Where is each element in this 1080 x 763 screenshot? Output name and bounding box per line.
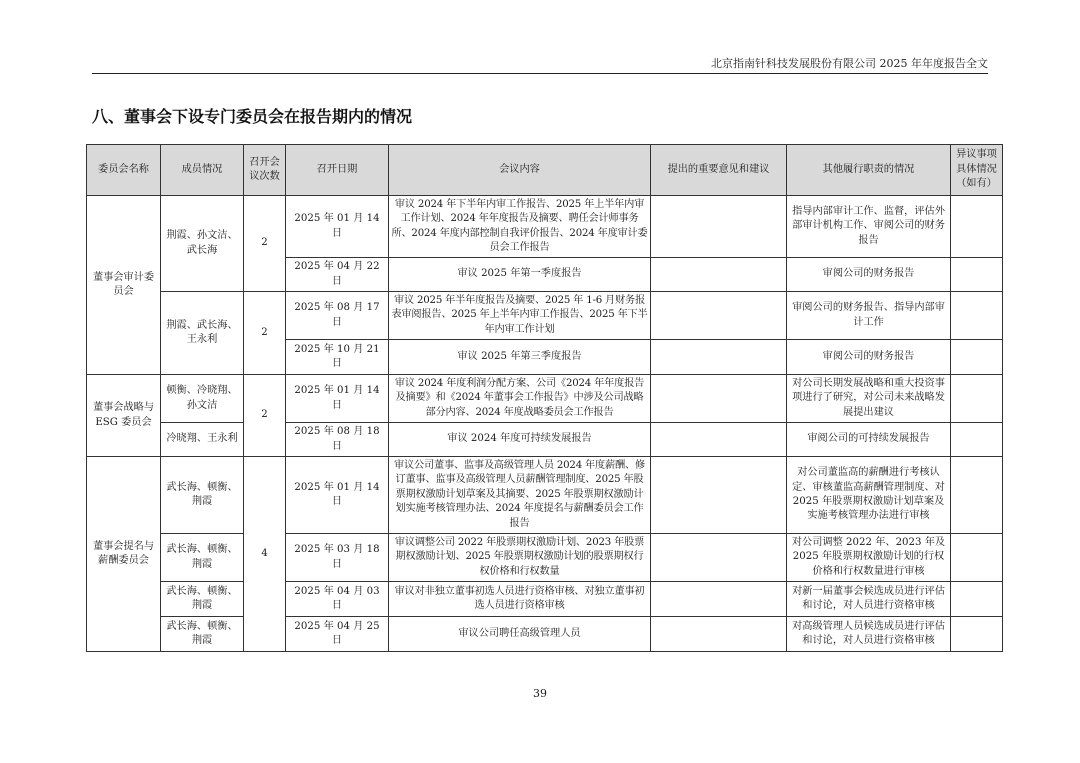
objections-cell xyxy=(951,196,1003,258)
committee-name: 董事会战略与ESG 委员会 xyxy=(87,375,161,457)
table-row xyxy=(87,196,1003,258)
objections-cell xyxy=(951,534,1003,582)
meeting-date: 2025 年 08 月 17 日 xyxy=(286,292,389,340)
duties-cell: 指导内部审计工作、监督，评估外部审计机构工作、审阅公司的财务报告 xyxy=(787,196,951,258)
meeting-content: 审议公司董事、监事及高级管理人员 2024 年度薪酬、修订董事、监事及高级管理人员薪酬管理制度、2025 年股票期权激励计划草案及其摘要、2025 年股票期权激励计划实施考核管理办法、2024 年度提名与薪酬委员会工作报告 xyxy=(389,457,651,534)
objections-cell xyxy=(951,423,1003,457)
opinions-cell xyxy=(651,423,787,457)
header-duties: 其他履行职责的情况 xyxy=(787,145,951,196)
meeting-date: 2025 年 04 月 03 日 xyxy=(286,582,389,617)
opinions-cell xyxy=(651,340,787,375)
table-row xyxy=(87,375,1003,423)
header-objections: 异议事项具体情况（如有） xyxy=(951,145,1003,196)
report-header-title: 北京指南针科技发展股份有限公司 2025 年年度报告全文 xyxy=(711,57,988,70)
meeting-date: 2025 年 04 月 22 日 xyxy=(286,258,389,292)
meeting-date: 2025 年 08 月 18 日 xyxy=(286,423,389,457)
opinions-cell xyxy=(651,375,787,423)
member-list: 武长海、顿衡、荆霞 xyxy=(161,617,244,652)
committee-table xyxy=(86,144,1003,652)
opinions-cell xyxy=(651,292,787,340)
objections-cell xyxy=(951,617,1003,652)
objections-cell xyxy=(951,258,1003,292)
table-row xyxy=(87,423,1003,457)
objections-cell xyxy=(951,457,1003,534)
objections-cell xyxy=(951,340,1003,375)
meeting-date: 2025 年 01 月 14 日 xyxy=(286,457,389,534)
meeting-date: 2025 年 01 月 14 日 xyxy=(286,375,389,423)
member-list: 荆霞、武长海、王永利 xyxy=(161,292,244,375)
opinions-cell xyxy=(651,196,787,258)
table-header-row xyxy=(87,145,1003,196)
table-row xyxy=(87,292,1003,340)
duties-cell: 对公司董监高的薪酬进行考核认定、审核董监高薪酬管理制度、对 2025 年股票期权激励计划草案及实施考核管理办法进行审核 xyxy=(787,457,951,534)
table-row xyxy=(87,457,1003,534)
duties-cell: 对高级管理人员候选成员进行评估和讨论，对人员进行资格审核 xyxy=(787,617,951,652)
table-row xyxy=(87,582,1003,617)
meeting-count: 2 xyxy=(244,375,286,457)
meeting-content: 审议 2024 年度利润分配方案、公司《2024 年年度报告及摘要》和《2024 年董事会工作报告》中涉及公司战略部分内容、2024 年度战略委员会工作报告 xyxy=(389,375,651,423)
header-divider xyxy=(92,73,988,74)
member-list: 荆霞、孙文洁、武长海 xyxy=(161,196,244,292)
meeting-content: 审议 2024 年下半年内审工作报告、2025 年上半年内审工作计划、2024 年年度报告及摘要、聘任会计师事务所、2024 年度内部控制自我评价报告、2024 年度审计委员会工作报告 xyxy=(389,196,651,258)
member-list: 顿衡、冷晓翔、孙文洁 xyxy=(161,375,244,423)
opinions-cell xyxy=(651,534,787,582)
committee-name: 董事会提名与薪酬委员会 xyxy=(87,457,161,652)
meeting-count: 4 xyxy=(244,457,286,652)
header-content: 会议内容 xyxy=(389,145,651,196)
duties-cell: 审阅公司的可持续发展报告 xyxy=(787,423,951,457)
table-row xyxy=(87,534,1003,582)
meeting-count: 2 xyxy=(244,292,286,375)
meeting-date: 2025 年 10 月 21 日 xyxy=(286,340,389,375)
page-number: 39 xyxy=(533,687,547,700)
member-list: 武长海、顿衡、荆霞 xyxy=(161,457,244,534)
member-list: 冷晓翔、王永利 xyxy=(161,423,244,457)
opinions-cell xyxy=(651,582,787,617)
duties-cell: 对公司长期发展战略和重大投资事项进行了研究，对公司未来战略发展提出建议 xyxy=(787,375,951,423)
objections-cell xyxy=(951,582,1003,617)
opinions-cell xyxy=(651,457,787,534)
section-title: 八、董事会下设专门委员会在报告期内的情况 xyxy=(92,107,413,126)
committee-name: 董事会审计委员会 xyxy=(87,196,161,375)
objections-cell xyxy=(951,292,1003,340)
header-committee: 委员会名称 xyxy=(87,145,161,196)
meeting-date: 2025 年 03 月 18 日 xyxy=(286,534,389,582)
meeting-date: 2025 年 01 月 14 日 xyxy=(286,196,389,258)
meeting-date: 2025 年 04 月 25 日 xyxy=(286,617,389,652)
objections-cell xyxy=(951,375,1003,423)
member-list: 武长海、顿衡、荆霞 xyxy=(161,534,244,582)
meeting-content: 审议公司聘任高级管理人员 xyxy=(389,617,651,652)
meeting-content: 审议对非独立董事初选人员进行资格审核、对独立董事初选人员进行资格审核 xyxy=(389,582,651,617)
duties-cell: 对公司调整 2022 年、2023 年及 2025 年股票期权激励计划的行权价格和行权数量进行审核 xyxy=(787,534,951,582)
duties-cell: 对新一届董事会候选成员进行评估和讨论，对人员进行资格审核 xyxy=(787,582,951,617)
opinions-cell xyxy=(651,258,787,292)
meeting-content: 审议 2025 年第一季度报告 xyxy=(389,258,651,292)
member-list: 武长海、顿衡、荆霞 xyxy=(161,582,244,617)
header-opinions: 提出的重要意见和建议 xyxy=(651,145,787,196)
duties-cell: 审阅公司的财务报告、指导内部审计工作 xyxy=(787,292,951,340)
duties-cell: 审阅公司的财务报告 xyxy=(787,340,951,375)
table-row xyxy=(87,617,1003,652)
meeting-content: 审议 2024 年度可持续发展报告 xyxy=(389,423,651,457)
meeting-count: 2 xyxy=(244,196,286,292)
header-members: 成员情况 xyxy=(161,145,244,196)
duties-cell: 审阅公司的财务报告 xyxy=(787,258,951,292)
meeting-content: 审议 2025 年第三季度报告 xyxy=(389,340,651,375)
header-count: 召开会议次数 xyxy=(244,145,286,196)
meeting-content: 审议 2025 年半年度报告及摘要、2025 年 1-6 月财务报表审阅报告、2025 年上半年内审工作报告、2025 年下半年内审工作计划 xyxy=(389,292,651,340)
opinions-cell xyxy=(651,617,787,652)
header-date: 召开日期 xyxy=(286,145,389,196)
meeting-content: 审议调整公司 2022 年股票期权激励计划、2023 年股票期权激励计划、2025 年股票期权激励计划的股票期权行权价格和行权数量 xyxy=(389,534,651,582)
